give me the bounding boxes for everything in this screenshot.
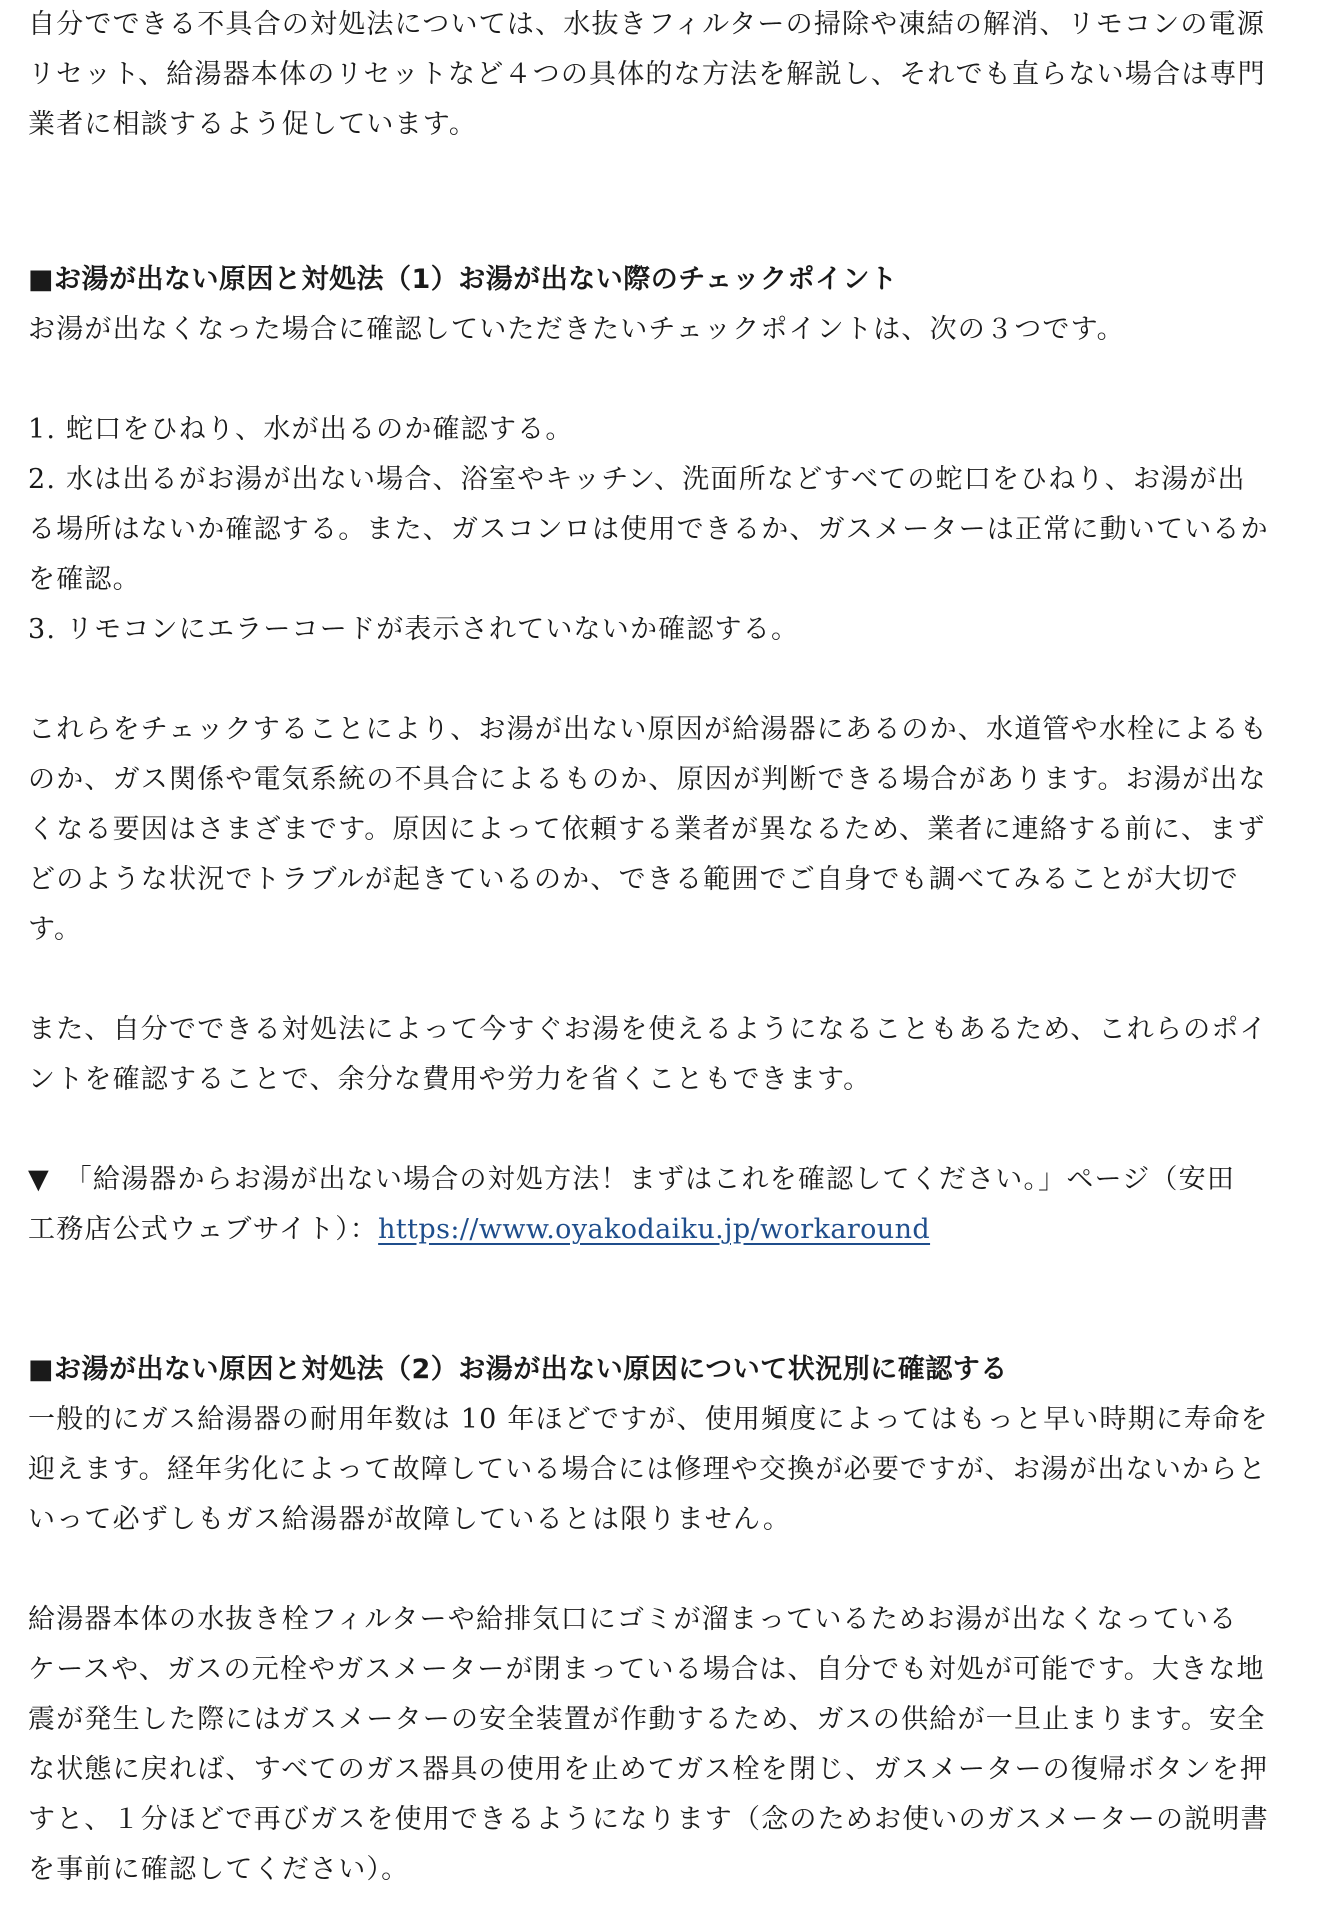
checkpoint-list [28,405,1300,655]
text-line: どのような状況でトラブルが起きているのか、できる範囲でご自身でも調べてみることが大切で [28,864,1239,895]
section-1-heading: ■お湯が出ない原因と対処法（1）お湯が出ない際のチェックポイント [28,264,898,295]
section-1-paragraph-1 [28,705,1300,955]
list-item: 1. 蛇口をひねり、水が出るのか確認する。 [28,414,574,445]
section-2-paragraph-2 [28,1595,1300,1895]
reference-link[interactable]: https://www.oyakodaiku.jp/workaround [378,1214,931,1245]
section-1-paragraph-2 [28,1005,1300,1105]
text-line: す。 [28,914,83,945]
text-line: 迎えます。経年劣化によって故障している場合には修理や交換が必要ですが、お湯が出ないからと [28,1454,1267,1485]
text-line: な状態に戻れば、すべてのガス器具の使用を止めてガス栓を閉じ、ガスメーターの復帰ボタンを押 [28,1754,1269,1785]
text-line: 一般的にガス給湯器の耐用年数は 10 年ほどですが、使用頻度によってはもっと早い時期に寿命を [28,1404,1269,1435]
text-line: ケースや、ガスの元栓やガスメーターが閉まっている場合は、自分でも対処が可能です。大きな地 [28,1654,1265,1685]
list-item: を確認。 [28,564,141,595]
text-line: ントを確認することで、余分な費用や労力を省くこともできます。 [28,1064,872,1095]
text-line: 業者に相談するよう促しています。 [28,109,478,140]
text-line: いって必ずしもガス給湯器が故障しているとは限りません。 [28,1504,792,1535]
section-2-heading: ■お湯が出ない原因と対処法（2）お湯が出ない原因について状況別に確認する [28,1354,1008,1385]
text-line: 震が発生した際にはガスメーターの安全装置が作動するため、ガスの供給が一旦止まります。安全 [28,1704,1266,1735]
list-item: 3. リモコンにエラーコードが表示されていないか確認する。 [28,614,800,645]
reference-title: ▼ 「給湯器からお湯が出ない場合の対処方法！まずはこれを確認してください。」ページ（安田 [28,1164,1236,1195]
list-item: る場所はないか確認する。また、ガスコンロは使用できるか、ガスメーターは正常に動いているか [28,514,1269,545]
text-line: すと、１分ほどで再びガスを使用できるようになります（念のためお使いのガスメーターの説明書 [28,1804,1269,1835]
text-line: くなる要因はさまざまです。原因によって依頼する業者が異なるため、業者に連絡する前に、まず [28,814,1266,845]
list-item: 2. 水は出るがお湯が出ない場合、浴室やキッチン、洗面所などすべての蛇口をひねり、お湯が出 [28,464,1246,495]
text-line: 給湯器本体の水抜き栓フィルターや給排気口にゴミが溜まっているためお湯が出なくなっている [28,1604,1238,1635]
reference [28,1155,1300,1255]
text-line: また、自分でできる対処法によって今すぐお湯を使えるようになることもあるため、これらのポイ [28,1014,1268,1045]
text-line: のか、ガス関係や電気系統の不具合によるものか、原因が判断できる場合があります。お湯が出な [28,764,1267,795]
text-line: これらをチェックすることにより、お湯が出ない原因が給湯器にあるのか、水道管や水栓によるも [28,714,1268,745]
text-line: を事前に確認してください）。 [28,1854,410,1885]
text-line: リセット、給湯器本体のリセットなど４つの具体的な方法を解説し、それでも直らない場合は専門 [28,59,1266,90]
reference-source [28,1205,1300,1255]
section-1-lead: お湯が出なくなった場合に確認していただきたいチェックポイントは、次の３つです。 [28,314,1125,345]
reference-prefix: 工務店公式ウェブサイト）： [28,1214,379,1245]
text-line: 自分でできる不具合の対処法については、水抜きフィルターの掃除や凍結の解消、リモコンの電源 [28,9,1266,40]
section-2-paragraph-1 [28,1395,1300,1545]
document-page [28,0,1300,1895]
intro-paragraph [28,0,1300,150]
